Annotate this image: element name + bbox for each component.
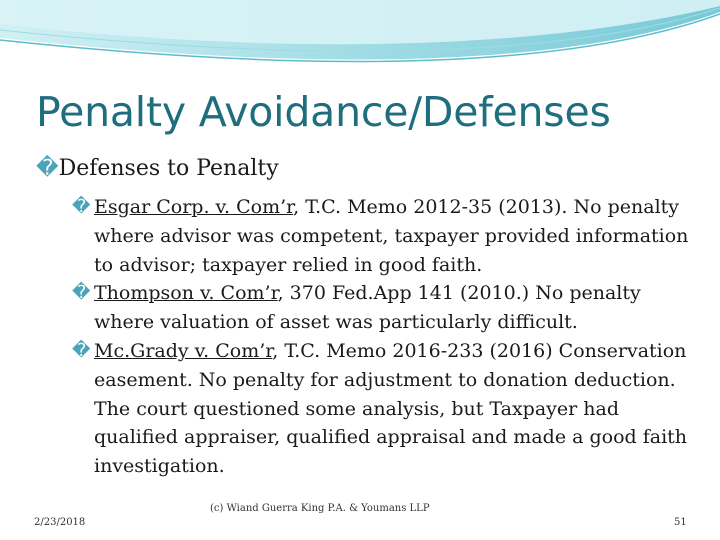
bullet-icon: � xyxy=(72,282,91,304)
bullet-icon: � xyxy=(36,156,59,181)
case-description: , 370 Fed.App 141 (2010.) No penalty where valuation of asset was particularly difficult. xyxy=(94,282,641,334)
case-name: Esgar Corp. v. Com’r xyxy=(94,196,294,218)
case-description: , T.C. Memo 2012-35 (2013). No penalty where advisor was competent, taxpayer provided information to advisor; taxpayer relied in good faith. xyxy=(94,196,689,276)
bullet-icon: � xyxy=(72,196,91,217)
list-item xyxy=(72,337,692,481)
section-heading xyxy=(36,156,279,181)
case-name: Mc.Grady v. Com’r xyxy=(94,339,273,362)
footer-date: 2/23/2018 xyxy=(34,517,86,528)
list-item xyxy=(72,279,692,337)
slide-title: Penalty Avoidance/Defenses xyxy=(36,88,611,136)
case-list xyxy=(72,193,692,481)
case-description: , T.C. Memo 2016-233 (2016) Conservation easement. No penalty for adjustment to donation deduction. The court questioned some analysis, but Taxpayer had qualified appraiser, qualified appraisal and made a good faith investigation. xyxy=(94,339,688,478)
list-item xyxy=(72,193,692,279)
footer-firm: (c) Wiand Guerra King P.A. & Youmans LLP xyxy=(210,503,430,514)
case-name: Thompson v. Com’r xyxy=(94,282,278,305)
section-heading-text: Defenses to Penalty xyxy=(58,156,279,181)
page-number: 51 xyxy=(674,517,687,528)
bullet-icon: � xyxy=(72,339,91,361)
header-wave-decoration xyxy=(0,0,720,70)
